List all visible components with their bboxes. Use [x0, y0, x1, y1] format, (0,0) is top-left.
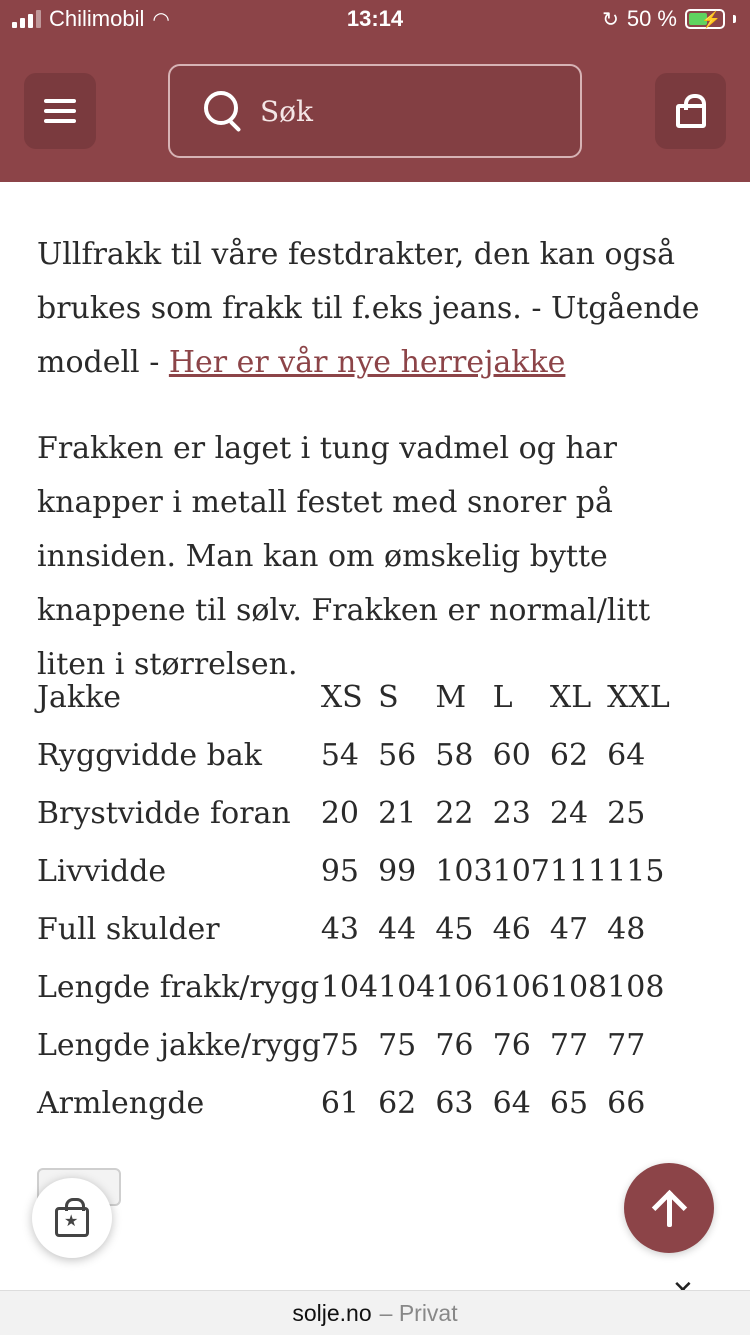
row-label: Full skulder — [37, 911, 220, 947]
cell: 99 — [378, 853, 417, 889]
cell: 76 — [492, 1027, 531, 1063]
size-header-xs: XS — [320, 679, 363, 715]
cell: 95 — [320, 853, 359, 889]
battery-cap — [733, 15, 736, 23]
arrow-up-icon — [652, 1189, 686, 1227]
table-row — [37, 1074, 677, 1132]
browser-domain: solje.no — [292, 1299, 372, 1326]
cell: 61 — [320, 1085, 359, 1121]
cell: 115 — [607, 853, 665, 889]
description-text-1: Ullfrakk til våre festdrakter, den kan også brukes som frakk til f.eks jeans. - Utgående modell - — [37, 237, 700, 380]
cell: 63 — [435, 1085, 474, 1121]
row-label: Armlengde — [37, 1085, 205, 1121]
search-input[interactable] — [168, 64, 582, 158]
product-description — [37, 228, 727, 724]
browser-mode: – Privat — [379, 1299, 458, 1326]
top-header — [0, 0, 750, 182]
cell: 58 — [435, 737, 474, 773]
status-time: 13:14 — [346, 6, 404, 31]
battery-percent: 50 % — [626, 6, 677, 31]
cell: 64 — [492, 1085, 531, 1121]
description-paragraph-2: Frakken er laget i tung vadmel og har knapper i metall festet med snorer på innsiden. Man kan om ømskelig bytte knappene til sølv. Frakken er normal/litt liten i størrelsen. — [37, 431, 651, 682]
cell: 75 — [378, 1027, 417, 1063]
cell: 104 — [378, 969, 436, 1005]
carrier-name: Chilimobil — [49, 6, 145, 31]
close-icon[interactable] — [672, 1276, 694, 1290]
size-header-xl: XL — [549, 679, 592, 715]
description-paragraph-1 — [37, 228, 727, 390]
size-header-l: L — [492, 679, 513, 715]
size-table-header — [37, 668, 677, 726]
row-label: Lengde frakk/rygg — [37, 969, 320, 1005]
menu-button[interactable] — [24, 73, 96, 149]
cell: 44 — [378, 911, 417, 947]
cell: 21 — [378, 795, 417, 831]
menu-icon — [44, 93, 76, 129]
row-label: Livvidde — [37, 853, 167, 889]
table-row — [37, 900, 677, 958]
cell: 62 — [378, 1085, 417, 1121]
cell: 46 — [492, 911, 531, 947]
table-row — [37, 784, 677, 842]
orientation-lock-icon: ↻ — [602, 8, 619, 31]
cell: 111 — [549, 853, 608, 889]
cell: 48 — [607, 911, 646, 947]
cell: 22 — [435, 795, 474, 831]
cart-button[interactable] — [655, 73, 726, 149]
wishlist-bag-star-icon: ★ — [55, 1207, 89, 1237]
row-label: Lengde jakke/rygg — [37, 1027, 321, 1063]
cell: 108 — [549, 969, 608, 1005]
size-header-s: S — [378, 679, 399, 715]
cell: 66 — [607, 1085, 646, 1121]
cell: 25 — [607, 795, 646, 831]
cell: 106 — [492, 969, 550, 1005]
cell: 106 — [435, 969, 493, 1005]
search-icon — [204, 91, 244, 131]
cell: 65 — [549, 1085, 589, 1121]
cell: 24 — [549, 795, 589, 831]
cell: 103 — [435, 853, 493, 889]
cell: 23 — [492, 795, 531, 831]
cell: 43 — [320, 911, 359, 947]
row-label: Brystvidde foran — [37, 795, 291, 831]
cell: 60 — [492, 737, 531, 773]
search-placeholder: Søk — [260, 94, 314, 128]
wifi-icon: ◠ — [152, 8, 170, 31]
size-header-label: Jakke — [37, 679, 122, 715]
table-row — [37, 726, 677, 784]
table-row — [37, 958, 677, 1016]
scroll-top-button[interactable] — [624, 1163, 714, 1253]
cell: 45 — [435, 911, 474, 947]
size-table — [37, 668, 677, 1132]
table-row — [37, 842, 677, 900]
cell: 54 — [320, 737, 359, 773]
cell: 62 — [549, 737, 589, 773]
cell: 76 — [435, 1027, 474, 1063]
status-right — [602, 6, 736, 32]
cell: 107 — [492, 853, 550, 889]
cell: 77 — [607, 1027, 646, 1063]
cell: 75 — [320, 1027, 359, 1063]
status-bar — [0, 0, 750, 44]
partial-heading — [37, 1268, 47, 1290]
browser-address-bar[interactable] — [0, 1290, 750, 1335]
cell: 77 — [549, 1027, 589, 1063]
cell: 20 — [320, 795, 359, 831]
new-jacket-link[interactable]: Her er vår nye herrejakke — [168, 345, 566, 380]
size-header-m: M — [435, 679, 467, 715]
cell: 104 — [320, 969, 379, 1005]
size-header-xxl: XXL — [607, 679, 670, 715]
cell: 64 — [607, 737, 646, 773]
table-row — [37, 1016, 677, 1074]
battery-icon: ⚡ — [685, 9, 725, 29]
wishlist-button[interactable] — [32, 1178, 112, 1258]
cell: 47 — [549, 911, 589, 947]
shopping-bag-icon — [676, 104, 706, 128]
cell: 108 — [607, 969, 665, 1005]
row-label: Ryggvidde bak — [37, 737, 262, 773]
cell: 56 — [378, 737, 417, 773]
